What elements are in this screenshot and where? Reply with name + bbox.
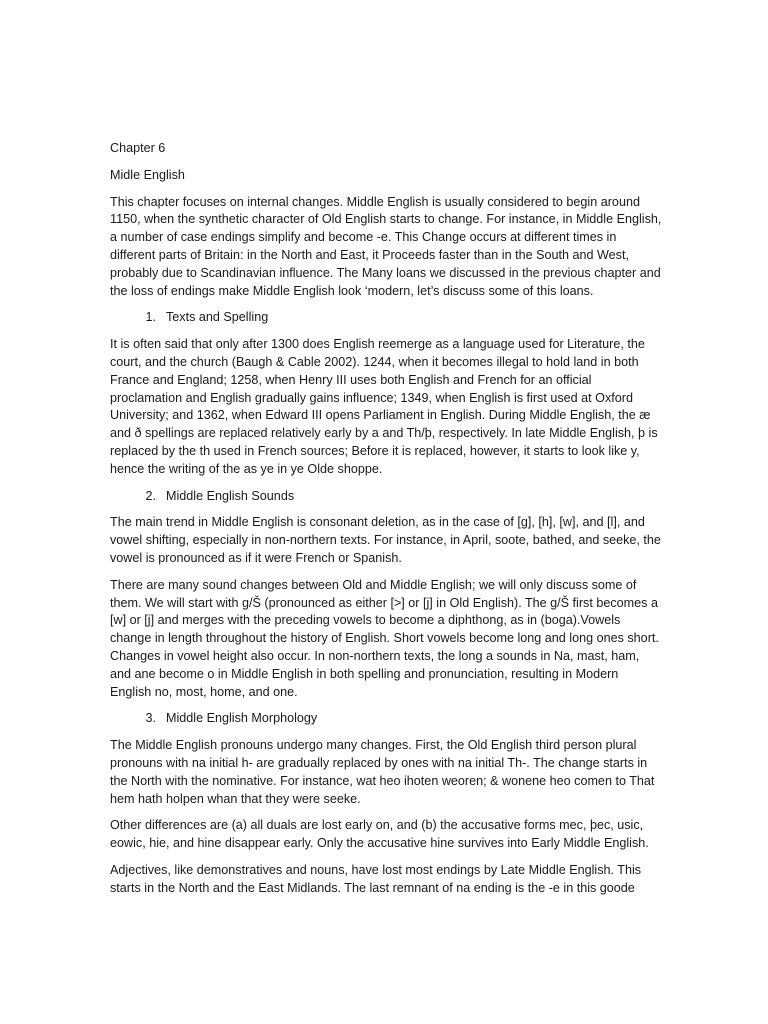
intro-paragraph: This chapter focuses on internal changes. Middle English is usually considered to begin around 1150, when the synthetic character of Old English starts to change. For instance, in Middle English, a number of case endings simplify and become -e. This Change occurs at different times in different parts of Britain: in the North and East, it Proceeds faster than in the South and West, probably due to Scandinavian influence. The Many loans we discussed in the previous chapter and the loss of endings make Middle English look ‘modern, let’s discuss some of this loans. (110, 194, 662, 298)
section-heading: Middle English Morphology (166, 711, 318, 726)
chapter-label: Chapter 6 (110, 141, 166, 155)
paragraph: The main trend in Middle English is consonant deletion, as in the case of [g], [h], [w], and [l], and vowel shifting, especially in non-northern texts. For instance, in April, soote, bathed, and seeke, the vowel is pronounced as if it were French or Spanish. (110, 515, 661, 565)
section-number: 1. (145, 310, 156, 325)
chapter-title: Midle English (110, 167, 185, 182)
paragraph: Adjectives, like demonstratives and nouns, have lost most endings by Late Middle English. This starts in the North and the East Midlands. The last remnant of na ending is the -e in this goode (110, 862, 642, 895)
paragraph: Other differences are (a) all duals are lost early on, and (b) the accusative forms mec, þec, usic, eowic, hie, and hine disappear early. Only the accusative hine survives into Early Middle English. (110, 818, 649, 851)
paragraph: It is often said that only after 1300 does English reemerge as a language used for Literature, the court, and the church (Baugh & Cable 2002). 1244, when it becomes illegal to hold land in both France and England; 1258, when Henry III uses both English and French for an official proclamation and English gradually gains influence; 1349, when English is first used at Oxford University; and 1362, when Edward III opens Parliament in English. During Middle English, the æ and ð spellings are replaced relatively early by a and Th/þ, respectively. In late Middle English, þ is replaced by the th used in French sources; Before it is replaced, however, it starts to look like y, hence the writing of the as ye in ye Olde shoppe. (110, 337, 658, 476)
section-heading-sounds (110, 488, 662, 506)
section-heading-morphology (110, 710, 662, 728)
section-heading: Texts and Spelling (166, 310, 269, 325)
paragraph: There are many sound changes between Old and Middle English; we will only discuss some of them. We will start with g/Š (pronounced as either [>] or [j] in Old English). The g/Š first becomes a [w] or [j] and merges with the preceding vowels to become a diphthong, as in (boga).Vowels change in length throughout the history of English. Short vowels become long and long ones short. Changes in vowel height also occur. In non-northern texts, the long a sounds in Na, mast, ham, and ane become o in Middle English in both spelling and pronunciation, resulting in Modern English no, most, home, and one. (110, 577, 659, 699)
section-number: 2. (145, 488, 156, 503)
section-number: 3. (145, 711, 156, 726)
paragraph: The Middle English pronouns undergo many changes. First, the Old English third person plural pronouns with na initial h- are gradually replaced by ones with na initial Th-. The change starts in the North with the nominative. For instance, wat heo ihoten weoren; & wonene heo comen to That hem hath holpen whan that they were seeke. (110, 738, 655, 806)
section-heading-texts-spelling (110, 309, 662, 327)
section-heading: Middle English Sounds (166, 488, 295, 503)
